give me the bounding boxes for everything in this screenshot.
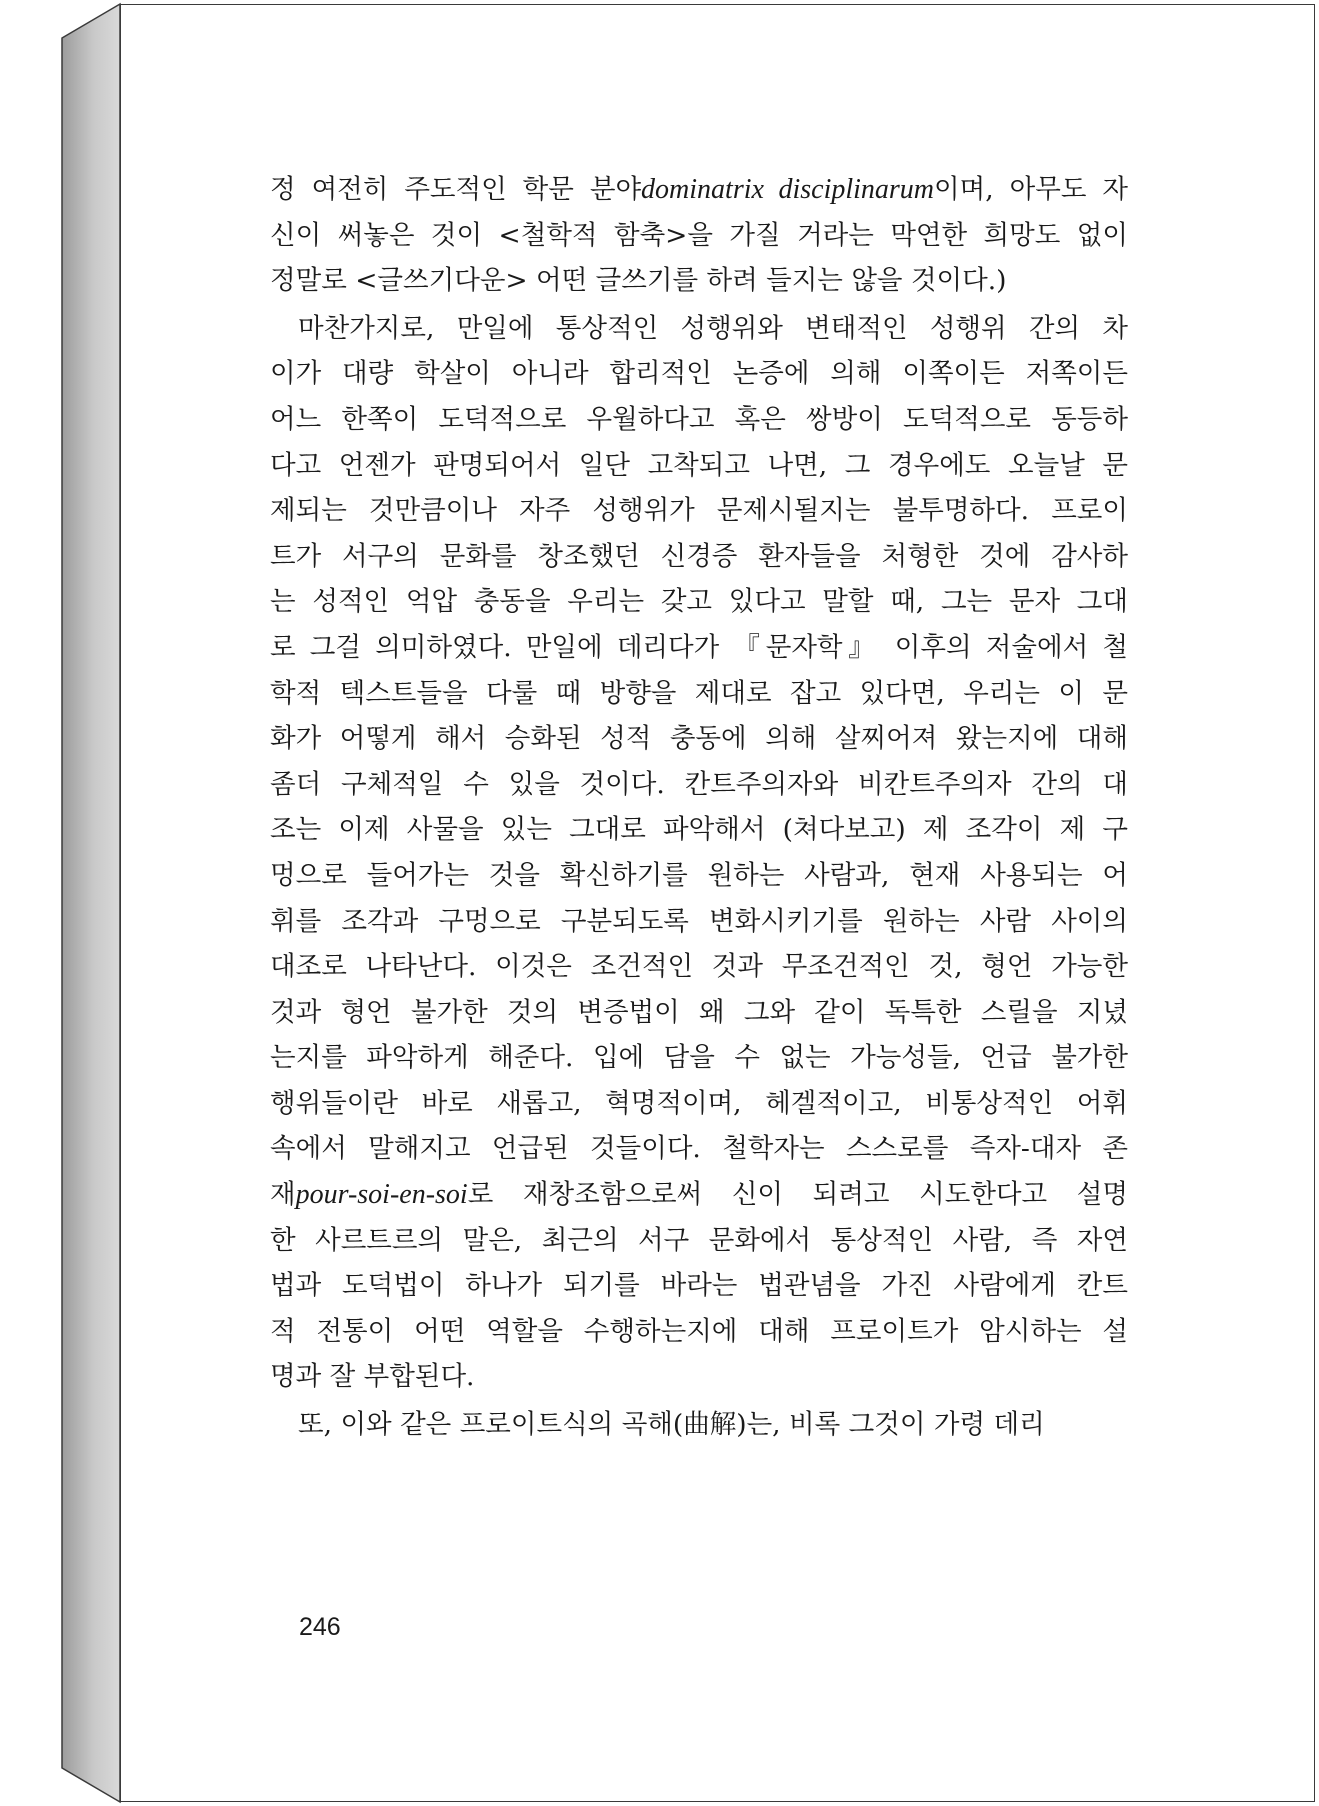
text-run: 명과 잘 부합된다.: [270, 1361, 475, 1393]
text-run: 멍으로 들어가는 것을 확신하기를 원하는 사람과, 현재 사용되는 어: [270, 859, 1128, 891]
text-line: [270, 1081, 1128, 1127]
text-line: [270, 1035, 1128, 1081]
italic-term: dominatrix disciplinarum: [641, 174, 935, 205]
text-run: 조는 이제 사물을 있는 그대로 파악해서 (쳐다보고) 제 조각이 제 구: [270, 814, 1128, 846]
text-line: [270, 807, 1128, 853]
text-run: 정말로 <글쓰기다운> 어떤 글쓰기를 하려 들지는 않을 것이다.): [270, 265, 1007, 297]
italic-term: pour-soi-en-soi: [295, 1179, 468, 1211]
text-line: [270, 1172, 1128, 1218]
text-run: 속에서 말해지고 언급된 것들이다. 철학자는 스스로를 즉자-대자 존: [270, 1133, 1128, 1165]
text-run: 것과 형언 불가한 것의 변증법이 왜 그와 같이 독특한 스릴을 지녔: [270, 996, 1128, 1028]
text-line: [270, 1126, 1128, 1172]
body-text: [270, 167, 1128, 1448]
text-line: [270, 625, 1128, 671]
text-line: [270, 1263, 1128, 1309]
text-line: [270, 488, 1128, 534]
text-run: 마찬가지로, 만일에 통상적인 성행위와 변태적인 성행위 간의 차: [298, 312, 1128, 344]
text-run: 좀더 구체적일 수 있을 것이다. 칸트주의자와 비칸트주의자 간의 대: [270, 768, 1128, 800]
text-line: [270, 1354, 1128, 1400]
text-run: 적 전통이 어떤 역할을 수행하는지에 대해 프로이트가 암시하는 설: [270, 1315, 1128, 1347]
text-run: 휘를 조각과 구멍으로 구분되도록 변화시키기를 원하는 사람 사이의: [270, 905, 1128, 937]
text-line: [270, 579, 1128, 625]
text-line: [270, 213, 1128, 259]
text-line: [270, 944, 1128, 990]
text-run: 이가 대량 학살이 아니라 합리적인 논증에 의해 이쪽이든 저쪽이든: [270, 358, 1128, 390]
text-line: [270, 351, 1128, 397]
text-run: 제되는 것만큼이나 자주 성행위가 문제시될지는 불투명하다. 프로이: [270, 495, 1128, 527]
text-run: 는지를 파악하게 해준다. 입에 담을 수 없는 가능성들, 언급 불가한: [270, 1042, 1128, 1074]
text-line: [270, 1218, 1128, 1264]
text-run: 대조로 나타난다. 이것은 조건적인 것과 무조건적인 것, 형언 가능한: [270, 951, 1128, 983]
text-line: [270, 990, 1128, 1036]
text-run: 한 사르트르의 말은, 최근의 서구 문화에서 통상적인 사람, 즉 자연: [270, 1224, 1128, 1256]
text-line: [270, 671, 1128, 717]
text-run: 법과 도덕법이 하나가 되기를 바라는 법관념을 가진 사람에게 칸트: [270, 1270, 1128, 1302]
text-run: 로 재창조함으로써 신이 되려고 시도한다고 설명: [467, 1179, 1128, 1211]
text-line: [270, 258, 1128, 304]
page-number: 246: [299, 1613, 341, 1641]
text-line: [270, 853, 1128, 899]
text-run: 또, 이와 같은 프로이트식의 곡해(曲解)는, 비록 그것이 가령 데리: [298, 1409, 1045, 1441]
text-line: [270, 1402, 1128, 1448]
text-line: [270, 762, 1128, 808]
text-line: [270, 534, 1128, 580]
text-line: [270, 443, 1128, 489]
text-run: 어느 한쪽이 도덕적으로 우월하다고 혹은 쌍방이 도덕적으로 동등하: [270, 403, 1128, 435]
text-run: 트가 서구의 문화를 창조했던 신경증 환자들을 처형한 것에 감사하: [270, 540, 1128, 572]
text-line: [270, 306, 1128, 352]
text-run: 신이 써놓은 것이 <철학적 함축>을 가질 거라는 막연한 희망도 없이: [270, 219, 1128, 251]
text-run: 이며, 아무도 자: [934, 174, 1128, 205]
text-run: 는 성적인 억압 충동을 우리는 갖고 있다고 말할 때, 그는 문자 그대: [270, 586, 1128, 618]
text-run: 정 여전히 주도적인 학문 분야: [270, 174, 642, 205]
text-run: 화가 어떻게 해서 승화된 성적 충동에 의해 살찌어져 왔는지에 대해: [270, 723, 1128, 755]
text-line: [270, 899, 1128, 945]
text-run: 다고 언젠가 판명되어서 일단 고착되고 나면, 그 경우에도 오늘날 문: [270, 449, 1128, 481]
text-run: 재: [270, 1179, 296, 1211]
text-line: [270, 716, 1128, 762]
text-line: [270, 397, 1128, 443]
text-run: 행위들이란 바로 새롭고, 혁명적이며, 헤겔적이고, 비통상적인 어휘: [270, 1087, 1128, 1119]
text-run: 학적 텍스트들을 다룰 때 방향을 제대로 잡고 있다면, 우리는 이 문: [270, 677, 1128, 709]
text-run: 로 그걸 의미하였다. 만일에 데리다가 『문자학』 이후의 저술에서 철: [270, 631, 1128, 663]
text-line: [270, 167, 1128, 213]
text-line: [270, 1309, 1128, 1355]
